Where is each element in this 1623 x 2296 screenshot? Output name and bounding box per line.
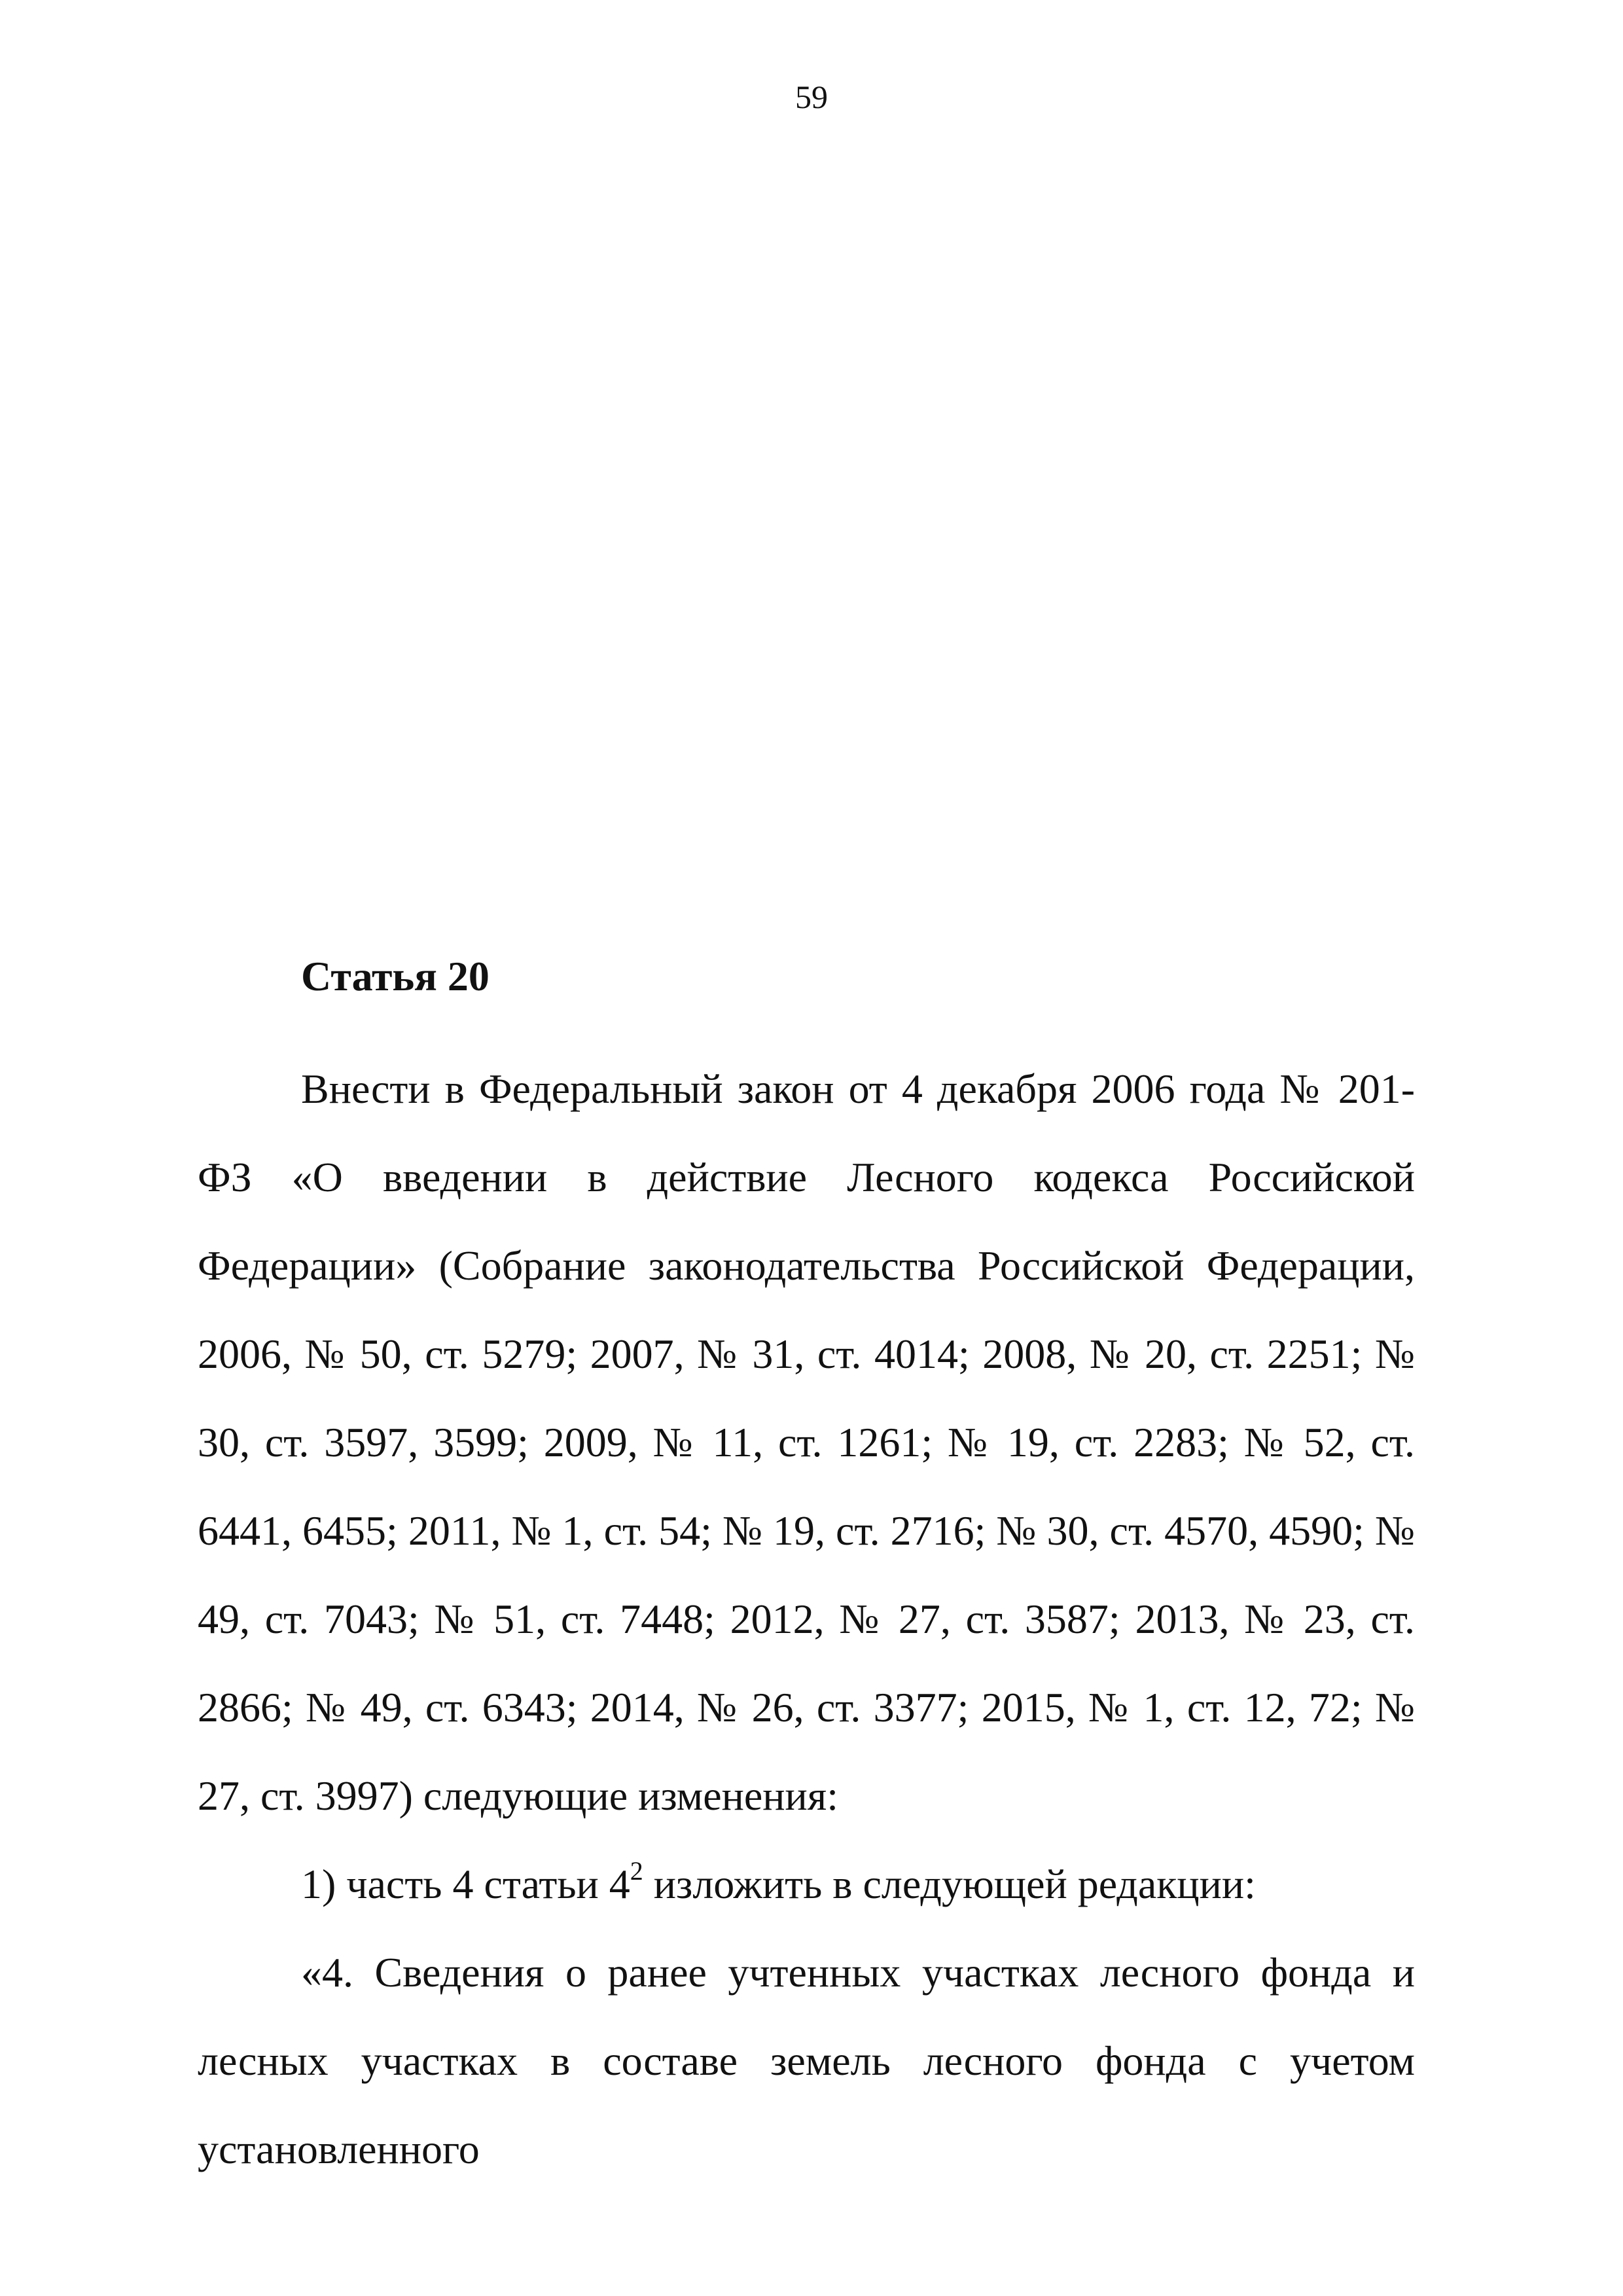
article-title: Статья 20 [301, 953, 490, 999]
item-1-text-continued: изложить в следующей редакции: [643, 1861, 1256, 1907]
page-number: 59 [795, 79, 828, 115]
quoted-text-paragraph: «4. Сведения о ранее учтенных участках лесного фонда и лесных участках в составе земель лесного фонда с учетом установленного [198, 1949, 1415, 2172]
item-1-paragraph [198, 1840, 1415, 1928]
article-body [198, 1045, 1415, 2193]
item-1-text: 1) часть 4 статьи 4 [301, 1861, 630, 1907]
article-superscript: 2 [630, 1856, 643, 1886]
amendment-intro-paragraph: Внести в Федеральный закон от 4 декабря 2006 года № 201-ФЗ «О введении в действие Лесного кодекса Российской Федерации» (Собрание законодательства Российской Федерации, 2006, № 50, ст. 5279; 2007, № 31, ст. 4014; 2008, № 20, ст. 2251; № 30, ст. 3597, 3599; 2009, № 11, ст. 1261; № 19, ст. 2283; № 52, ст. 6441, 6455; 2011, № 1, ст. 54; № 19, ст. 2716; № 30, ст. 4570, 4590; № 49, ст. 7043; № 51, ст. 7448; 2012, № 27, ст. 3587; 2013, № 23, ст. 2866; № 49, ст. 6343; 2014, № 26, ст. 3377; 2015, № 1, ст. 12, 72; № 27, ст. 3997) следующие изменения: [198, 1066, 1415, 1819]
